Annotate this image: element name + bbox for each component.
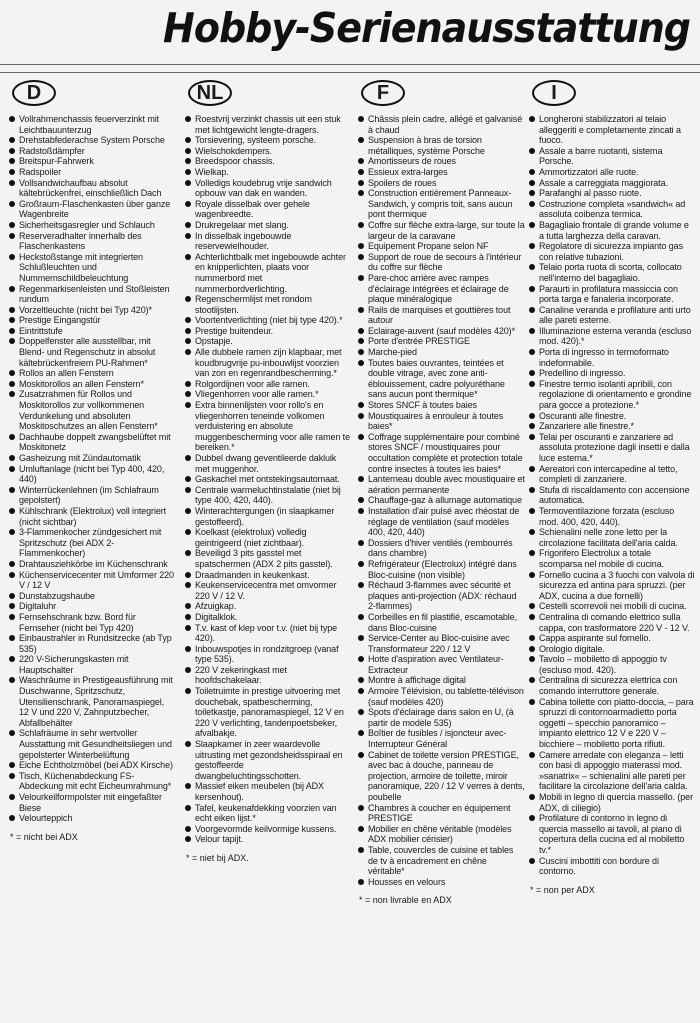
feature-item: Mobili in legno di quercia massello. (per ADX, di ciliegio) [528,792,696,813]
page-title: Hobby-Serienausstattung [163,4,690,52]
feature-item: Vliegenhorren voor alle ramen.* [184,389,352,400]
footnote-french: * = non livrable en ADX [359,895,452,906]
feature-item: Prestige Eingangstür [8,315,176,326]
feature-item: Construction entièrement Panneaux-Sandwich, y compris toit, sans aucun pont thermique [357,188,525,220]
feature-item: Afzuigkap. [184,601,352,612]
language-badge-i: I [532,80,576,106]
feature-item: Zanzariere alle finestre.* [528,421,696,432]
feature-item: Telai per oscuranti e zanzariere ad assoluta protezione dagli insetti e dalla luce esterna.* [528,432,696,464]
feature-item: Schlafräume in sehr wertvoller Ausstattung mit Gesundheitsliegen und gepolsterter Winterbelüftung [8,728,176,760]
feature-item: Canaline veranda e profilature anti urto alle pareti esterne. [528,305,696,326]
feature-item: Refrigérateur (Electrolux) intégré dans Bloc-cuisine (non visible) [357,559,525,580]
feature-item: Rollos an allen Fenstern [8,368,176,379]
feature-item: Digitalklok. [184,612,352,623]
feature-item: Voortentverlichting (niet bij type 420).* [184,315,352,326]
feature-item: Extra binnenlijsten voor rollo's en vliegenhorren teneinde volkomen verduistering en absolute muggenbescherming voor alle ramen te bereiken.* [184,400,352,453]
feature-item: Alle dubbele ramen zijn klapbaar, met koudbrugvrije pu-inbouwlijst voorzien van zon en regenrandbescherming.* [184,347,352,379]
feature-item: Radspoiler [8,167,176,178]
feature-item: Voorgevormde keilvormige kussens. [184,824,352,835]
feature-item: Assale a carreggiata maggiorata. [528,178,696,189]
feature-item: Breedspoor chassis. [184,156,352,167]
feature-item: Volledigs koudebrug vrije sandwich opbouw van dak en wanden. [184,178,352,199]
feature-item: Spots d'éclairage dans salon en U, (à partir de modèle 535) [357,707,525,728]
feature-item: Aereatori con intercapedine al tetto, completi di zanzariere. [528,464,696,485]
feature-item: Stufa di riscaldamento con accensione automatica. [528,485,696,506]
feature-item: Gasheizung mit Zündautomatik [8,453,176,464]
feature-item: Orologio digitale. [528,644,696,655]
feature-item: Finestre termo isolanti apribili, con regolazione di orientamento e grondine para gocce a protezione.* [528,379,696,411]
feature-item: Fornello cucina a 3 fuochi con valvola di sicurezza ed antina para spruzzi. (per ADX, cucina a due fornelli) [528,570,696,602]
feature-item: Velourteppich [8,813,176,824]
feature-item: Châssis plein cadre, allégé et galvanisé à chaud [357,114,525,135]
feature-item: Costruzione completa »sandwich« ad assoluta coibenza termica. [528,199,696,220]
feature-item: Toutes baies ouvrantes, teintées et double vitrage, avec zone anti-éblouissement, cadre polyuréthane sans aucun pont thermique* [357,358,525,400]
feature-item: Einbaustrahler in Rundsitzecke (ab Typ 535) [8,633,176,654]
feature-item: Dossiers d'hiver ventilés (rembourrés dans chambre) [357,538,525,559]
feature-list-italian [528,114,696,877]
feature-item: Royale disselbak over gehele wagenbreedte. [184,199,352,220]
feature-item: Dunstabzugshaube [8,591,176,602]
feature-item: Support de roue de secours à l'intérieur du coffre sur flèche [357,252,525,273]
feature-item: Profilature di contorno in legno di quercia massello ai tavoli, al piano di copertura della cucina ed al mobiletto tv.* [528,813,696,855]
feature-item: Radstoßdämpfer [8,146,176,157]
feature-item: Coffrage supplémentaire pour combiné stores SNCF / moustiquaires pour occultation complète et protection totale contre insectes à toutes les baies* [357,432,525,474]
feature-item: Breitspur-Fahrwerk [8,156,176,167]
header-rule [0,64,700,73]
language-badge-f: F [361,80,405,106]
feature-item: 220 V-Sicherungskasten mit Hauptschalter [8,654,176,675]
feature-list-german [8,114,176,824]
feature-item: Wielkap. [184,167,352,178]
feature-item: Réchaud 3-flammes avec sécurité et plaques anti-projection (ADX: réchaud 2-flammes) [357,580,525,612]
feature-item: Service-Center au Bloc-cuisine avec Transformateur 220 / 12 V [357,633,525,654]
feature-list-french [357,114,525,887]
feature-item: Gaskachel met ontstekingsautomaat. [184,474,352,485]
feature-item: Vorzeltleuchte (nicht bei Typ 420)* [8,305,176,316]
feature-item: Lanterneau double avec moustiquaire et aération permanente [357,474,525,495]
feature-item: Centrale warmeluchtinstalatie (niet bij type 400, 420, 440). [184,485,352,506]
footnote-italian: * = non per ADX [530,884,595,895]
feature-item: Eclairage-auvent (sauf modèles 420)* [357,326,525,337]
feature-item: Regolatore di sicurezza impianto gas con relative tubazioni. [528,241,696,262]
feature-item: Frigorifero Electrolux a totale scomparsa nel mobile di cucina. [528,548,696,569]
feature-item: Sicherheitsgasregler und Schlauch [8,220,176,231]
feature-item: Installation d'air pulsé avec rhéostat de réglage de ventilation (sauf modèles 400, 420, 440) [357,506,525,538]
feature-item: Predellino di ingresso. [528,368,696,379]
feature-item: Dachhaube doppelt zwangsbelüftet mit Moskitonetz [8,432,176,453]
feature-item: Cabina toilette con piatto-doccia, – para spruzzi di contornoarmadietto porta oggetti – specchio panoramico – impianto elettrico 12 V e 220 V – bicchiere – mobiletto porta rifiuti. [528,697,696,750]
feature-item: Centralina di comando elettrico sulla cappa, con trasformatore 220 V - 12 V. [528,612,696,633]
feature-item: Housses en velours [357,877,525,888]
feature-item: Amortisseurs de roues [357,156,525,167]
feature-item: Drehstabfederachse System Porsche [8,135,176,146]
feature-item: Velour tapijt. [184,834,352,845]
feature-item: Toiletruimte in prestige uitvoering met douchebak, spatbescherming, toiletkastje, panoramaspiegel, 12 V en 220 V verlichting, tandenpoetsbeker, afvalbakje. [184,686,352,739]
feature-item: Cabinet de toilette version PRESTIGE, avec bac à douche, panneau de projection, armoire de toilette, miroir panoramique, 220 / 12 V verres à dents, poubelle [357,750,525,803]
feature-item: Rails de marquises et gouttières tout autour [357,305,525,326]
feature-item: Winterachtergungen (in slaapkamer gestoffeerd). [184,506,352,527]
feature-item: Spoilers de roues [357,178,525,189]
feature-item: Table, couvercles de cuisine et tables de tv à encadrement en chêne véritable* [357,845,525,877]
feature-item: Parafanghi al passo ruote. [528,188,696,199]
feature-item: Drukregelaar met slang. [184,220,352,231]
feature-item: Paraurti in profilatura massiccia con porta targa e fanaleria incorporate. [528,284,696,305]
feature-item: Moskitorollos an allen Fenstern* [8,379,176,390]
feature-item: Umluftanlage (nicht bei Typ 400, 420, 440) [8,464,176,485]
feature-item: Schienalini nelle zone letto per la circolazione facilitata dell'aria calda. [528,527,696,548]
feature-item: Essieux extra-larges [357,167,525,178]
footnote-german: * = nicht bei ADX [10,831,78,842]
feature-item: Vollsandwichaufbau absolut kältebrückenfrei, einschließlich Dach [8,178,176,199]
feature-item: Hotte d'aspiration avec Ventilateur-Extracteur [357,654,525,675]
feature-item: Centralina di sicurezza elettrica con comando interruttore generale. [528,675,696,696]
feature-item: Doppelfenster alle ausstellbar, mit Blend- und Regenschutz in absolut kältebrückenfreiem PU-Rahmen* [8,336,176,368]
feature-item: Telaio porta ruota di scorta, collocato nell'interno del bagagliaio. [528,262,696,283]
feature-item: Prestige buitendeur. [184,326,352,337]
feature-item: Zusatzrahmen für Rollos und Moskitorollos zur vollkommenen Verdunkelung und absoluten Moskitoschutzes an allen Fenstern* [8,389,176,431]
feature-item: Marche-pied [357,347,525,358]
feature-item: Beveiligd 3 pits gasstel met spatschermen (ADX 2 pits gasstel). [184,548,352,569]
feature-item: Kühlschrank (Elektrolux) voll integriert (nicht sichtbar) [8,506,176,527]
feature-item: Camere arredate con eleganza – letti con basi di appoggio materassi mod. »sanatrix« – schienalini alle pareti per facilitare la circolazione dell'aria calda. [528,750,696,792]
feature-item: Chambres à coucher en équipement PRESTIGE [357,803,525,824]
column-italian [528,80,696,895]
feature-item: Küchenservicecenter mit Umformer 220 V / 12 V [8,570,176,591]
feature-item: Stores SNCF à toutes baies [357,400,525,411]
feature-item: 220 V zekeringkast met hoofdschakelaar. [184,665,352,686]
feature-item: Termoventilazione forzata (escluso mod. 400, 420, 440). [528,506,696,527]
feature-item: Keukenservicecentra met omvormer 220 V / 12 V. [184,580,352,601]
feature-item: Roestvrij verzinkt chassis uit een stuk met lichtgewicht lengte-dragers. [184,114,352,135]
footnote-dutch: * = niet bij ADX. [186,852,249,863]
feature-item: Slaapkamer in zeer waardevolle uitrusting met gezondsheidsspiraal en gestoffeerde dwangbeluchtingsschotten. [184,739,352,781]
feature-item: Cuscini imbottiti con bordure di contorno. [528,856,696,877]
feature-item: Cappa aspirante sul fornello. [528,633,696,644]
feature-item: 3-Flammenkocher zündgesichert mit Spritzschutz (bei ADX 2-Flammenkocher) [8,527,176,559]
feature-item: Velourkeilformpolster mit eingefaßter Biese [8,792,176,813]
language-badge-d: D [12,80,56,106]
feature-item: Dubbel dwang geventileerde dakluik met muggenhor. [184,453,352,474]
feature-item: Pare-choc arrière avec rampes d'éclairage intégrées et éclairage de plaque minéralogique [357,273,525,305]
feature-item: Koelkast (elektrolux) volledig geintrigeerd (niet zichtbaar). [184,527,352,548]
feature-item: Eintrittstufe [8,326,176,337]
feature-item: Waschräume in Prestigeausführung mit Duschwanne, Spritzschutz, Utensilienschrank, Panoramaspiegel, 12 V und 220 V, Zahnputzbecher, Abfallbehälter [8,675,176,728]
feature-item: Drahtausziehkörbe im Küchenschrank [8,559,176,570]
feature-item: Mobilier en chêne véritable (modèles ADX mobilier cérisier) [357,824,525,845]
feature-item: Boîtier de fusibles / isjoncteur avec-Interrupteur Général [357,728,525,749]
feature-item: Longheroni stabilizzatori al telaio alleggeriti e completamente zincati a fuoco. [528,114,696,146]
feature-item: Moustiquaires à enrouleur à toutes baies* [357,411,525,432]
feature-item: Großraum-Flaschenkasten über ganze Wagenbreite [8,199,176,220]
feature-item: Winterrückenlehnen (im Schlafraum gepolstert) [8,485,176,506]
feature-item: Porte d'entrée PRESTIGE [357,336,525,347]
feature-item: Reserveradhalter innerhalb des Flaschenkastens [8,231,176,252]
feature-item: Rolgordijnen voor alle ramen. [184,379,352,390]
feature-item: Opstapje. [184,336,352,347]
feature-item: Regenschermlijst met rondom stootlijsten. [184,294,352,315]
feature-item: Coffre sur flèche extra-large, sur toute la largeur de la caravane [357,220,525,241]
language-badge-nl: NL [188,80,232,106]
feature-item: Wielschokdempers. [184,146,352,157]
feature-item: Illuminazione esterna veranda (escluso mod. 420).* [528,326,696,347]
feature-item: Tavolo – mobiletto di appoggio tv (escluso mod. 420). [528,654,696,675]
column-dutch [184,80,352,863]
feature-item: Fernsehschrank bzw. Bord für Fernseher (nicht bei Typ 420) [8,612,176,633]
feature-item: Tafel, keukenafdekking voorzien van echt eiken lijst.* [184,803,352,824]
feature-item: Massief eiken meubelen (bij ADX kersenhout). [184,781,352,802]
feature-list-dutch [184,114,352,845]
feature-item: Vollrahmenchassis feuerverzinkt mit Leichtbauunterzug [8,114,176,135]
feature-item: Eiche Echtholzmöbel (bei ADX Kirsche) [8,760,176,771]
feature-item: Draadmanden in keukenkast. [184,570,352,581]
feature-item: Porta di ingresso in termoformato indeformabile. [528,347,696,368]
column-german [8,80,176,842]
feature-item: Armoire Télévision, ou tablette-télévison (sauf modèles 420) [357,686,525,707]
feature-item: Heckstoßstange mit integrierten Schlußleuchten und Nummernschildbeleuchtung [8,252,176,284]
feature-item: Bagagliaio frontale di grande volume e a tutta larghezza della caravan. [528,220,696,241]
feature-item: Equipement Propane selon NF [357,241,525,252]
feature-item: Montre à affichage digital [357,675,525,686]
feature-item: Chauffage-gaz à allumage automatique [357,495,525,506]
feature-item: Torsievering, systeem porsche. [184,135,352,146]
feature-item: Inbouwspotjes in rondzitgroep (vanaf type 535). [184,644,352,665]
feature-item: Suspension à bras de torsion métalliques, système Porsche [357,135,525,156]
feature-item: Regenmarkisenleisten und Stoßleisten rundum [8,284,176,305]
feature-item: Digitaluhr [8,601,176,612]
feature-item: Assale a barre ruotanti, sistema Porsche. [528,146,696,167]
feature-item: T.v. kast of klep voor t.v. (niet bij type 420). [184,623,352,644]
feature-item: Achterlichtbalk met ingebouwde achter en knipperlichten, plaats voor nummerbord met nummerbordverlichting. [184,252,352,294]
feature-item: Corbeilles en fil plastifié, escamotable, dans Bloc-cuisine [357,612,525,633]
feature-item: Cestelli scorrevoli nei mobili di cucina. [528,601,696,612]
feature-item: Tisch, Küchenabdeckung FS-Abdeckung mit echt Eicheumrahmung* [8,771,176,792]
feature-item: In disselbak ingebouwde reservewielhouder. [184,231,352,252]
feature-item: Ammortizzatori alle ruote. [528,167,696,178]
column-french [357,80,525,905]
feature-item: Oscuranti alle finestre. [528,411,696,422]
